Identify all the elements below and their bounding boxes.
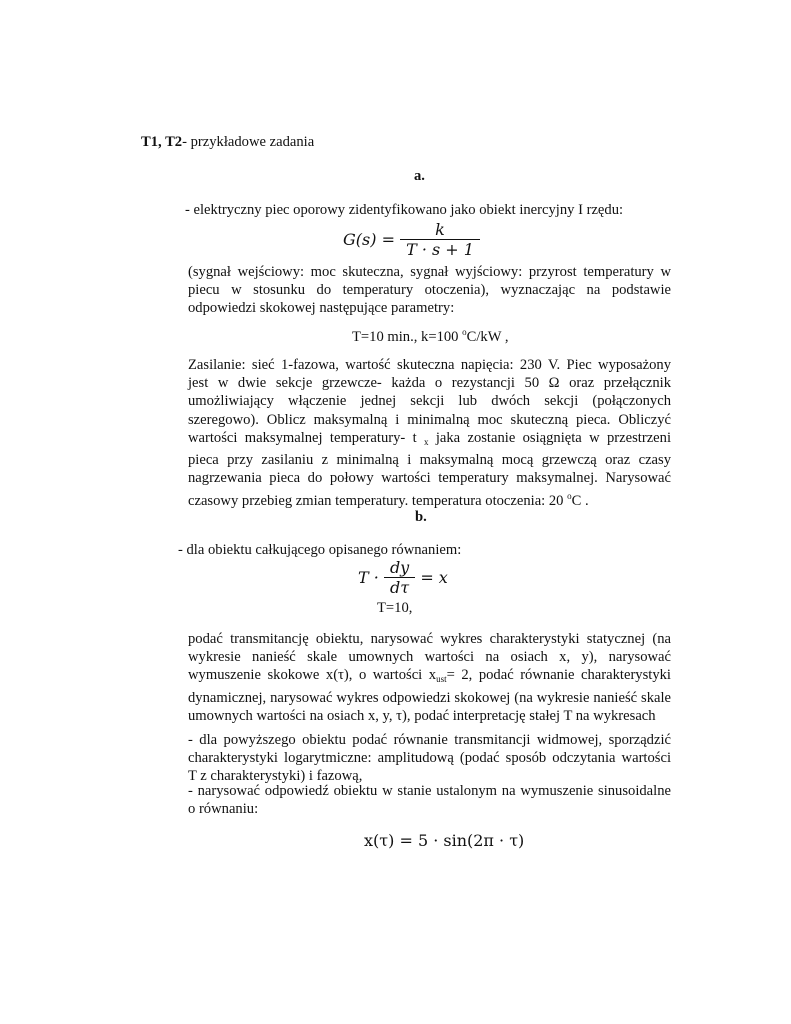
line-part: = 2, podać równanie charakterystyki — [446, 667, 671, 684]
paragraph-line: umożliwiający włączenie jednej sekcji lub dwóch sekcji (połączonych — [188, 393, 671, 410]
equation-rhs: = x — [420, 568, 448, 587]
paragraph-line: charakterystyki logarytmiczne: amplitudową (podać sposób odczytania wartości — [188, 750, 671, 767]
sinusoidal-equation: x(τ) = 5 · sin(2π · τ) — [364, 831, 525, 850]
paragraph-line — [188, 666, 671, 688]
section-a-intro: - elektryczny piec oporowy zidentyfikowano jako obiekt inercyjny I rzędu: — [185, 202, 624, 218]
page-heading — [141, 134, 314, 151]
paragraph-line: jest w dwie sekcje grzewcze- każda o rezystancji 50 Ω oraz przełącznik — [188, 375, 671, 392]
t-value: T=10, — [377, 600, 413, 616]
formula-fraction — [400, 220, 480, 259]
degree-sup: o — [567, 491, 572, 502]
section-b-intro: - dla obiektu całkującego opisanego równaniem: — [178, 542, 462, 558]
heading-rest: - przykładowe zadania — [182, 134, 315, 150]
section-a-paragraph-2 — [188, 356, 671, 511]
paragraph-line — [188, 429, 671, 451]
line-part: wymuszenie skokowe x(τ), o wartości x — [188, 667, 437, 684]
paragraph-line: - narysować odpowiedź obiektu w stanie ustalonym na wymuszenie sinusoidalne — [188, 783, 671, 799]
section-b-paragraph-3 — [188, 782, 671, 818]
formula-denominator: T · s + 1 — [400, 239, 480, 259]
integrator-equation — [358, 558, 448, 597]
formula-lhs: G(s) = — [343, 230, 395, 249]
equation-numerator: dy — [389, 558, 410, 577]
params-pre: T=10 min., k=100 — [352, 329, 463, 345]
line-part: wartości maksymalnej temperatury- t — [188, 429, 417, 446]
paragraph-line: - dla powyższego obiektu podać równanie transmitancji widmowej, sporządzić — [188, 732, 671, 748]
formula-numerator: k — [435, 220, 445, 239]
equation-denominator: dτ — [384, 577, 415, 597]
section-b-paragraph-2 — [188, 731, 671, 786]
line-part: czasowy przebieg zmian temperatury. temperatura otoczenia: 20 — [188, 493, 568, 510]
line-part: C . — [571, 493, 589, 510]
equation-lhs: T · — [358, 568, 379, 587]
paragraph-line: odpowiedzi skokowej następujące parametry: — [188, 300, 455, 317]
section-b-label: b. — [415, 509, 427, 525]
section-b-paragraph-1 — [188, 630, 671, 725]
paragraph-line: T z charakterystyki) i fazową, — [188, 768, 363, 785]
subscript-ust: ust — [436, 674, 447, 685]
transfer-function-formula — [343, 220, 480, 259]
equation-fraction — [384, 558, 415, 597]
paragraph-line — [188, 487, 671, 510]
params-post: C/kW , — [466, 329, 509, 345]
subscript-x: x — [424, 436, 429, 447]
paragraph-line: (sygnał wejściowy: moc skuteczna, sygnał wyjściowy: przyrost temperatury w — [188, 264, 671, 280]
paragraph-line: pieca przy zasilaniu z minimalną i maksymalną mocą grzewczą oraz czasy — [188, 452, 671, 469]
section-a-label: a. — [414, 168, 425, 184]
paragraph-line: nagrzewania pieca do połowy wartości temperatury maksymalnej. Narysować — [188, 470, 671, 487]
paragraph-line: o równaniu: — [188, 801, 259, 818]
paragraph-line: dynamicznej, narysować wykres odpowiedzi skokowej (na wykresie nanieść skale — [188, 689, 671, 706]
degree-sup: o — [462, 327, 467, 337]
paragraph-line: umownych wartości na osiach x, y, τ), podać interpretację stałej T na wykresach — [188, 707, 656, 724]
line-part: jaka zostanie osiągnięta w przestrzeni — [428, 429, 671, 446]
parameters-line — [352, 327, 509, 346]
paragraph-line: Zasilanie: sieć 1-fazowa, wartość skuteczna napięcia: 230 V. Piec wyposażony — [188, 357, 671, 373]
section-a-paragraph-1 — [188, 263, 671, 318]
heading-bold: T1, T2 — [141, 134, 183, 150]
paragraph-line: wykresie nanieść skale umownych wartości na osiach x, y), narysować — [188, 649, 671, 666]
paragraph-line: piecu w stosunku do temperatury otoczenia), wyznaczając na podstawie — [188, 282, 671, 299]
paragraph-line: szeregowo). Oblicz maksymalną i minimalną moc skuteczną pieca. Obliczyć — [188, 411, 671, 428]
paragraph-line: podać transmitancję obiektu, narysować wykres charakterystyki statycznej (na — [188, 631, 671, 647]
